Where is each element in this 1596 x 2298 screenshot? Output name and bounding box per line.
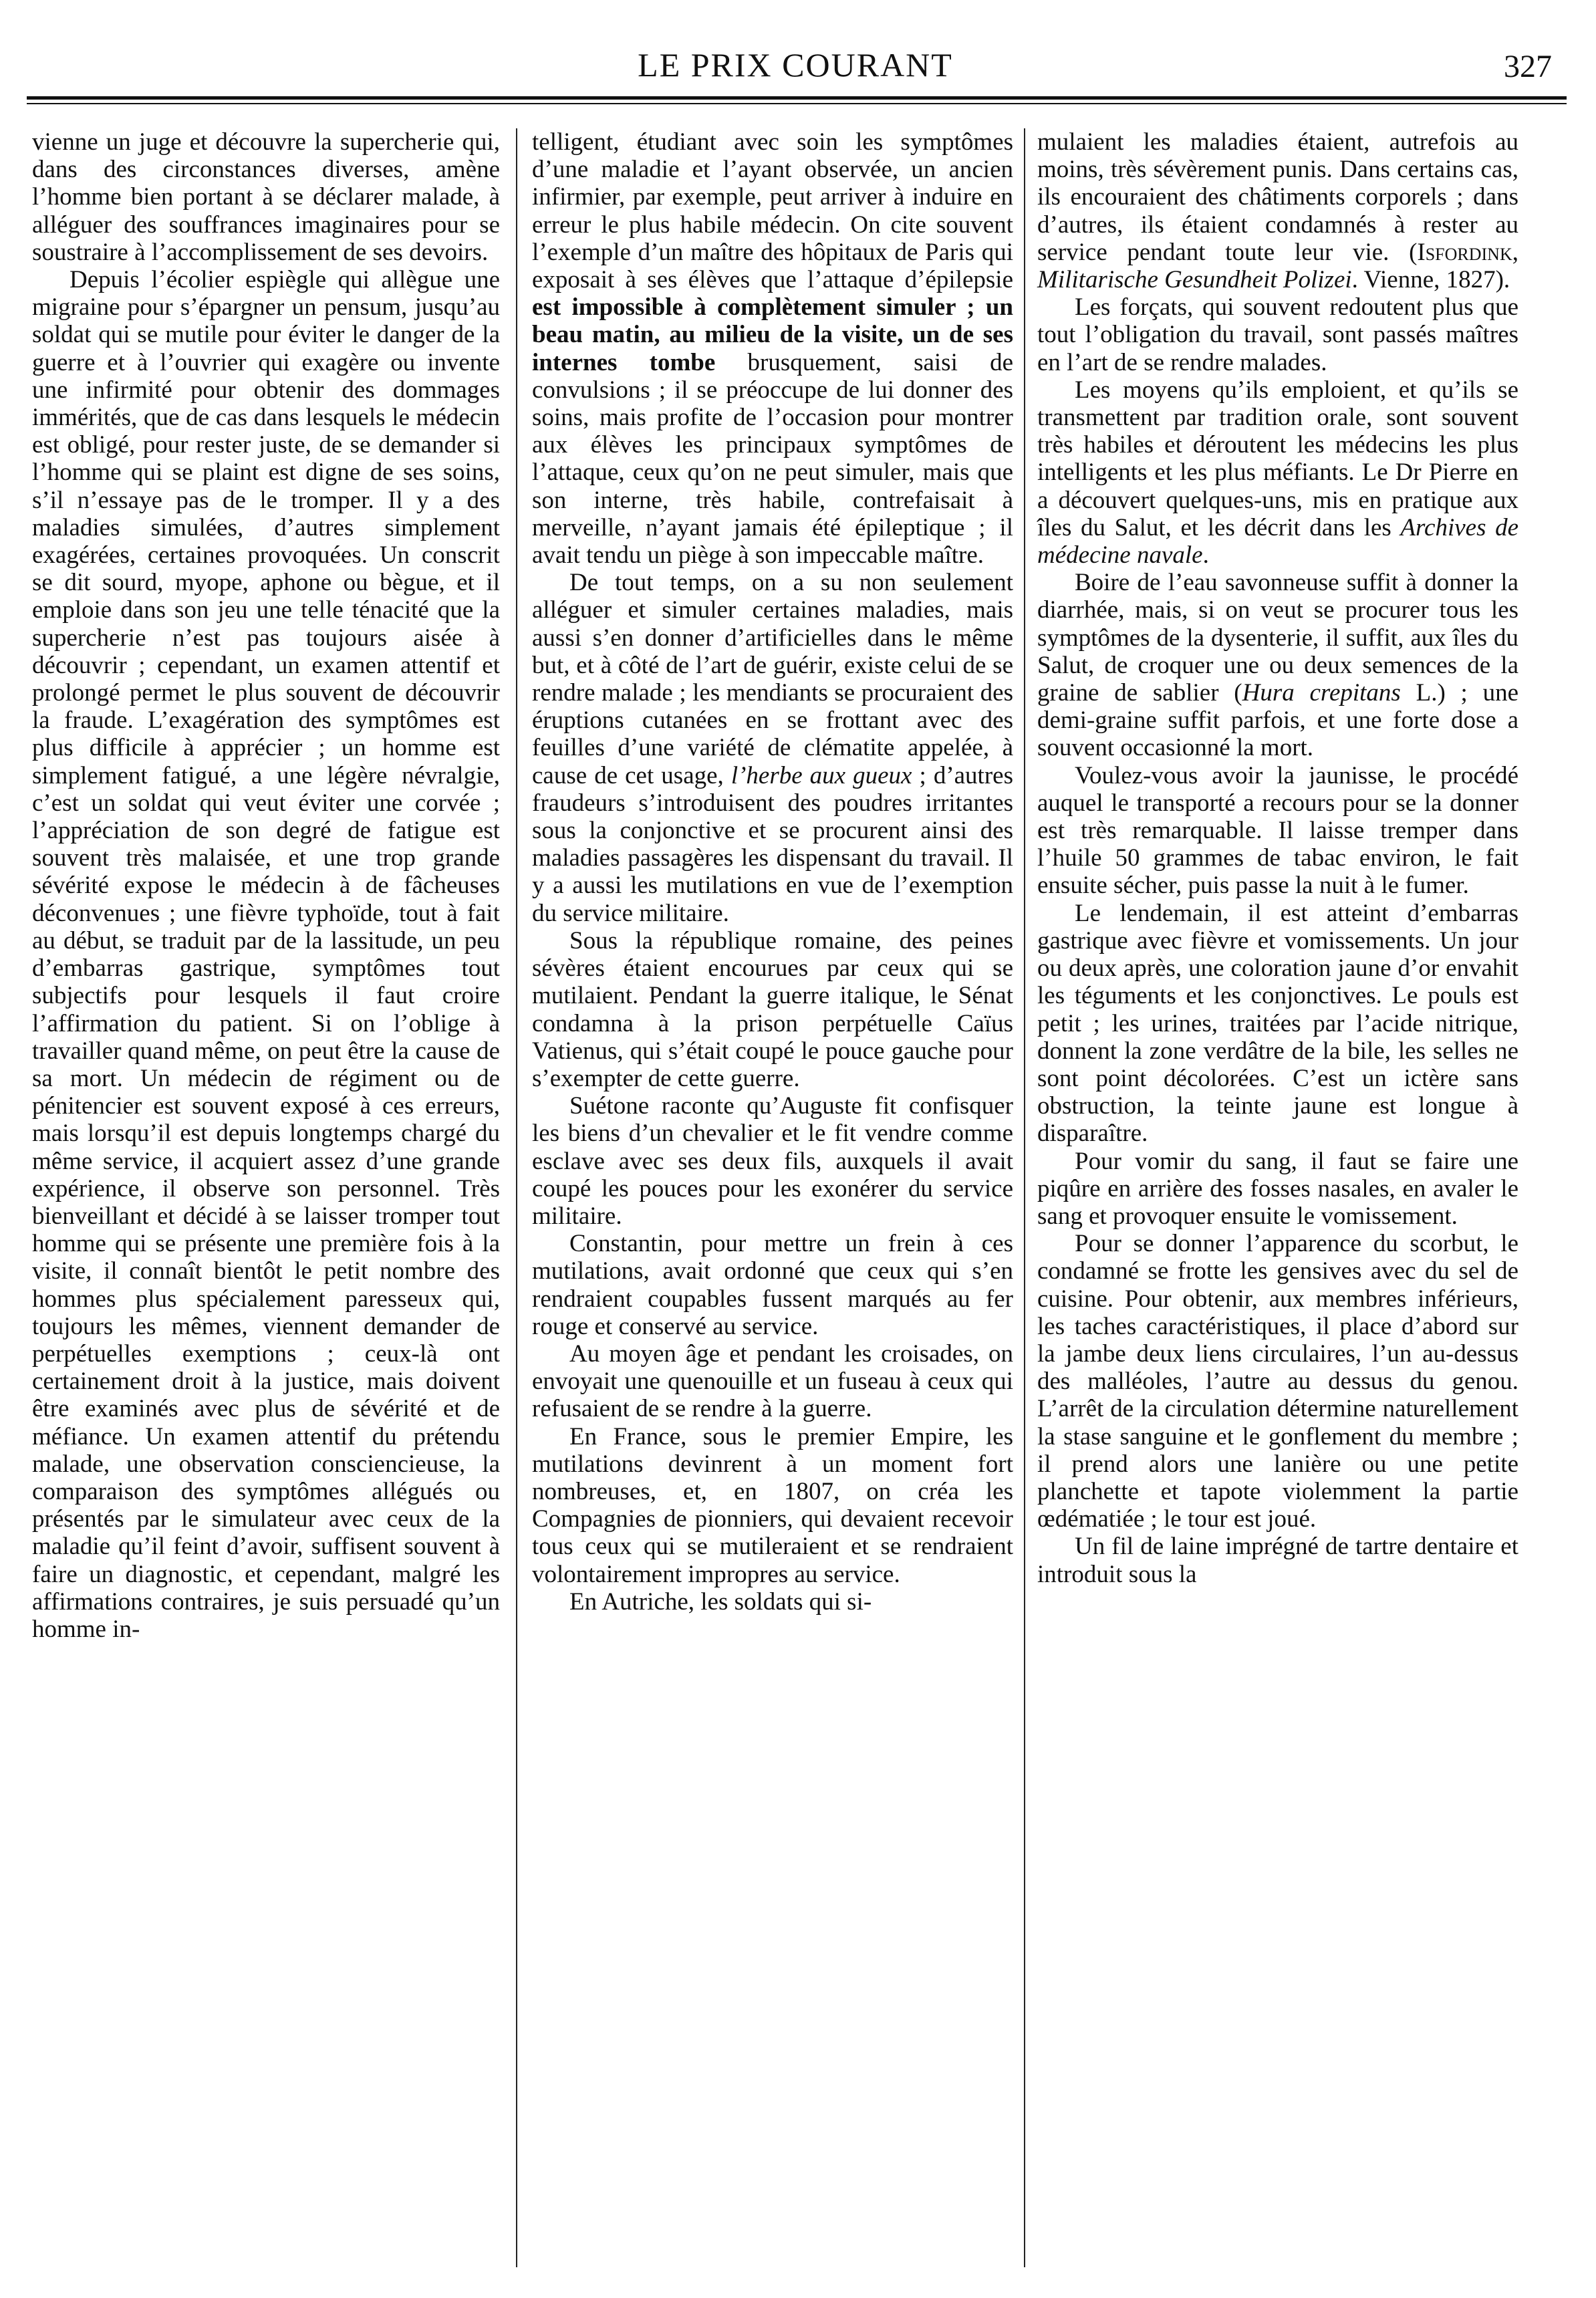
paragraph: Depuis l’écolier espiègle qui allègue une migraine pour s’épargner un pensum, jusqu’au soldat qui se mutile pour éviter le danger de la guerre et à l’ouvrier qui exagère ou invente une infirmité pour obtenir des dommages immérités, que de cas dans lesquels le médecin est obligé, pour rester juste, de se demander si l’homme qui se plaint est digne de ses soins, s’il n’essaye pas de le tromper. Il y a des maladies simulées, d’autres simplement exagérées, certaines provoquées. Un conscrit se dit sourd, myope, aphone ou bègue, et il emploie dans son jeu une telle ténacité que la supercherie n’est pas toujours aisée à découvrir ; cependant, un examen attentif et prolongé permet le plus souvent de découvrir la fraude. L’exagération des symptômes est plus difficile à apprécier ; un homme est simplement fatigué, a une légère névralgie, c’est un soldat qui veut éviter une corvée ; l’appréciation de son degré de fatigue est souvent très malaisée, et une trop grande sévérité expose le médecin à de fâcheuses déconvenues ; une fièvre typhoïde, tout à fait au début, se traduit par de la lassitude, un peu d’embarras gastrique, symptômes tout subjectifs pour lesquels il faut croire l’affirmation du patient. Si on l’oblige à travailler quand même, on peut être la cause de sa mort. Un médecin de régiment ou de pénitencier est souvent exposé à ces erreurs, mais lorsqu’il est depuis longtemps chargé du même service, il acquiert assez d’une grande expérience, il observe son personnel. Très bienveillant et décidé à se laisser tromper tout homme qui se présente une première fois à la visite, il connaît bientôt le petit nombre des hommes plus spécialement paresseux qui, toujours les mêmes, viennent demander de perpétuelles exemptions ; ceux-là ont certainement droit à la justice, mais doivent être examinés avec plus de sévérité et de méfiance. Un examen attentif du prétendu malade, une observation consciencieuse, la comparaison des symptômes allégués ou présentés par le simulateur avec ceux de la maladie qu’il feint d’avoir, suffisent souvent à faire un diagnostic, et cependant, malgré les affirmations contraires, je suis persuadé qu’un homme in- xyxy=(32,266,500,1643)
text-column-3 xyxy=(1037,128,1518,2267)
paragraph: Les forçats, qui souvent redoutent plus que tout l’obligation du travail, sont passés maîtres en l’art de se rendre malades. xyxy=(1037,293,1518,376)
text-run: . xyxy=(1202,541,1209,569)
journal-title: LE PRIX COURANT xyxy=(638,46,953,84)
page-header xyxy=(27,41,1564,102)
italic-text-run: Archives de médecine navale xyxy=(1037,513,1518,569)
paragraph: Au moyen âge et pendant les croisades, on envoyait une quenouille et un fuseau à ceux qui refusaient de se rendre à la guerre. xyxy=(532,1339,1013,1423)
text-run: , xyxy=(1512,238,1518,266)
column-separator-left xyxy=(516,128,517,2267)
text-run: . Vienne, 1827). xyxy=(1351,266,1510,294)
text-run: Boire de l’eau savonneuse suffit à donner la diarrhée, mais, si on veut se procurer tous les symptômes de la dysenterie, il suffit, aux îles du Salut, de croquer une ou deux semences de la graine de sablier ( xyxy=(1037,569,1518,707)
column-separator-right xyxy=(1024,128,1025,2267)
italic-text-run: l’herbe aux gueux xyxy=(730,761,912,789)
paragraph xyxy=(1037,376,1518,569)
text-run: mulaient les maladies étaient, autrefois au moins, très sévèrement punis. Dans certains cas, ils encouraient des châtiments corporels ; dans d’autres, ils étaient condamnés à rester au service pendant toute leur vie. ( xyxy=(1037,128,1518,266)
bold-text-run: est impossible à complètement simuler ; un beau matin, au milieu de la visite, un de ses internes tombe xyxy=(532,293,1013,376)
paragraph: Constantin, pour mettre un frein à ces mutilations, avait ordonné que ceux qui s’en rendraient coupables fussent marqués au fer rouge et conservé au service. xyxy=(532,1230,1013,1340)
paragraph xyxy=(1037,569,1518,761)
author-name: Isfordink xyxy=(1417,238,1512,266)
text-run: telligent, étudiant avec soin les symptômes d’une maladie et l’ayant observée, un ancien infirmier, par exemple, peut arriver à induire en erreur le plus habile médecin. On cite souvent l’exemple d’un maître des hôpitaux de Paris qui exposait à ses élèves que l’attaque d’épilepsie xyxy=(532,128,1013,294)
text-run: Les moyens qu’ils emploient, et qu’ils se transmettent par tradition orale, sont souvent très habiles et déroutent les médecins les plus intelligents et les plus méfiants. Le Dr Pierre en a découvert quelques-uns, mis en pratique aux îles du Salut, et les décrit dans les xyxy=(1037,376,1518,541)
text-run: De tout temps, on a su non seulement alléguer et simuler certaines maladies, mais aussi s’en donner d’artificielles dans le même but, et à côté de l’art de guérir, existe celui de se rendre malade ; les mendiants se procuraient des éruptions cutanées en se frottant avec des feuilles d’une variété de clématite appelée, à cause de cet usage, xyxy=(532,569,1013,789)
paragraph: En Autriche, les soldats qui si- xyxy=(569,1587,872,1616)
page-number: 327 xyxy=(1504,49,1552,84)
paragraph: Suétone raconte qu’Auguste fit confisquer les biens d’un chevalier et le fit vendre comme esclave avec ses deux fils, auxquels il avait coupé les pouces pour les exonérer du service militaire. xyxy=(532,1092,1013,1230)
italic-text-run: Hura crepitans xyxy=(1242,679,1401,707)
paragraph xyxy=(1037,128,1518,293)
paragraph: Sous la république romaine, des peines sévères étaient encourues par ceux qui se mutilaient. Pendant la guerre italique, le Sénat condamna à la prison perpétuelle Caïus Vatienus, qui s’était coupé le pouce gauche pour s’exempter de cette guerre. xyxy=(532,926,1013,1092)
paragraph: Voulez-vous avoir la jaunisse, le procédé auquel le transporté a recours pour se la donner est très remarquable. Il laisse tremper dans l’huile 50 grammes de tabac environ, le fait ensuite sécher, puis passe la nuit à le fumer. xyxy=(1037,761,1518,900)
text-column-2 xyxy=(532,128,1013,2267)
paragraph: Le lendemain, il est atteint d’embarras gastrique avec fièvre et vomissements. Un jour ou deux après, une coloration jaune d’or envahit les téguments et les conjonctives. Le pouls est petit ; les urines, traitées par l’acide nitrique, donnent la zone verdâtre de la bile, les selles ne sont point décolorées. C’est un ictère sans obstruction, la teinte jaune est longue à disparaître. xyxy=(1037,899,1518,1148)
italic-text-run: Militarische Gesundheit Polizei xyxy=(1037,266,1352,294)
paragraph: Pour vomir du sang, il faut se faire une piqûre en arrière des fosses nasales, en avaler le sang et provoquer ensuite le vomissement. xyxy=(1037,1147,1518,1230)
header-rule-thin xyxy=(27,103,1567,104)
text-run: brusquement, saisi de convulsions ; il se préoccupe de lui donner des soins, mais profite de l’occasion pour montrer aux élèves les principaux symptômes de l’attaque, ceux qu’on ne peut simuler, mais que son interne, très habile, contrefaisait à merveille, n’ayant jamais été épileptique ; il avait tendu un piège à son impeccable maître. xyxy=(532,348,1013,569)
header-rule-thick xyxy=(27,96,1567,100)
paragraph: En France, sous le premier Empire, les mutilations devinrent à un moment fort nombreuses, et, en 1807, on créa les Compagnies de pionniers, qui devaient recevoir tous ceux qui se mutileraient et se rendraient volontairement impropres au service. xyxy=(532,1422,1013,1588)
paragraph: Pour se donner l’apparence du scorbut, le condamné se frotte les gensives avec du sel de cuisine. Pour obtenir, aux membres inférieurs, les taches caractéristiques, il place d’abord sur la jambe deux liens circulaires, l’un au-dessus des malléoles, l’autre au dessus du genou. L’arrêt de la circulation détermine naturellement la stase sanguine et le gonflement du membre ; il prend alors une lanière ou une petite planchette et tapote violemment la partie œdématiée ; le tour est joué. xyxy=(1037,1230,1518,1533)
text-run: L.) ; une demi-graine suffit parfois, et une forte dose a souvent occasionné la mort. xyxy=(1037,679,1518,762)
paragraph: Un fil de laine imprégné de tartre dentaire et introduit sous la xyxy=(1037,1533,1518,1588)
paragraph xyxy=(532,569,1013,927)
text-column-1 xyxy=(32,128,500,2267)
paragraph: vienne un juge et découvre la supercherie qui, dans des circonstances diverses, amène l’homme bien portant à se déclarer malade, à alléguer des souffrances imaginaires pour se soustraire à l’accomplissement de ses devoirs. xyxy=(32,128,500,266)
text-run: ; d’autres fraudeurs s’introduisent des poudres irritantes sous la conjonctive et se procurent ainsi des maladies passagères les dispensant du travail. Il y a aussi les mutilations en vue de l’exemption du service militaire. xyxy=(532,761,1013,927)
paragraph xyxy=(532,128,1013,569)
